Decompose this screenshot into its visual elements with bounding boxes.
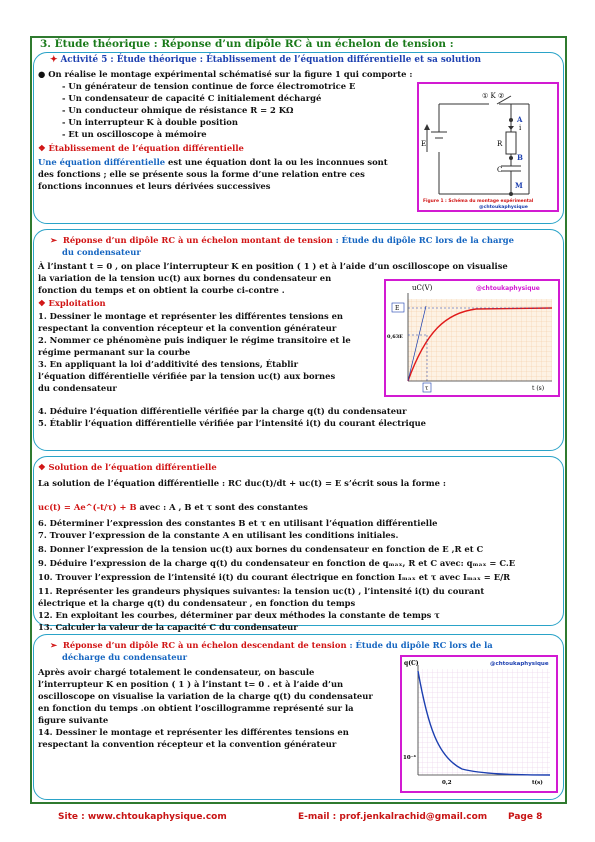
definition-line: fonctions inconnues et leurs dérivées successives bbox=[38, 181, 271, 191]
charge-graph-e63-label: 0,63E bbox=[387, 334, 403, 340]
solution-question: 6. Déterminer l’expression des constantes B et τ en utilisant l’équation différentielle bbox=[38, 518, 438, 528]
solution-question: 13. Calculer la valeur de la capacité C du condensateur bbox=[38, 622, 298, 632]
circuit-diagram bbox=[419, 84, 557, 210]
figure-caption: Figure 1 : Schéma du montage expérimental bbox=[423, 199, 534, 204]
section-title: 3. Étude théorique : Réponse d’un dipôle RC à un échelon de tension : bbox=[40, 38, 454, 50]
resistor-label: R bbox=[497, 140, 503, 148]
solution-heading: ❖ Solution de l’équation différentielle bbox=[38, 462, 217, 472]
generator-label: E bbox=[421, 140, 427, 148]
activity-subheading: ❖ Établissement de l’équation différentielle bbox=[38, 143, 244, 153]
charge-graph bbox=[384, 279, 560, 397]
discharge-graph-watermark: @chtoukaphysique bbox=[490, 661, 549, 667]
footer-email[interactable]: E-mail : prof.jenkalrachid@gmail.com bbox=[298, 812, 488, 822]
charge-intro: À l’instant t = 0 , on place l’interrupteur K en position ( 1 ) et à l’aide d’un oscilloscope on visualise bbox=[38, 261, 508, 271]
discharge-line: Après avoir chargé totalement le condensateur, on bascule bbox=[38, 667, 315, 677]
charge-question: 3. En appliquant la loi d’additivité des tensions, Établir bbox=[38, 359, 299, 369]
footer-page: Page 8 bbox=[508, 812, 543, 822]
solution-line: La solution de l’équation différentielle : RC duc(t)/dt + uc(t) = E s’écrit sous la forme : bbox=[38, 478, 446, 488]
activity-item: - Et un oscilloscope à mémoire bbox=[62, 129, 207, 139]
charge-title: ➢ Réponse d’un dipôle RC à un échelon montant de tension : Étude du dipôle RC lors de la charge bbox=[50, 235, 514, 245]
node-m-label: M bbox=[515, 181, 523, 190]
charge-question: régime permanant sur la courbe bbox=[38, 347, 191, 357]
charge-question: 5. Établir l’équation différentielle vérifiée par l’intensité i(t) du courant électrique bbox=[38, 418, 427, 428]
solution-formula: uc(t) = Ae^(-t/τ) + B avec : A , B et τ sont des constantes bbox=[38, 502, 308, 512]
solution-question: 7. Trouver l’expression de la constante A en utilisant les conditions initiales. bbox=[38, 530, 399, 540]
solution-question: 12. En exploitant les courbes, déterminer par deux méthodes la constante de temps τ bbox=[38, 610, 440, 620]
node-a-label: A bbox=[517, 115, 523, 124]
circuit-figure bbox=[417, 82, 559, 212]
solution-question: électrique et la charge q(t) du condensateur , en fonction du temps bbox=[38, 598, 356, 608]
discharge-graph bbox=[400, 655, 558, 793]
definition-line: des fonctions ; elle se présente sous la forme d’une relation entre ces bbox=[38, 169, 365, 179]
discharge-graph-ylabel: q(C) bbox=[404, 660, 419, 667]
discharge-graph-svg bbox=[402, 657, 556, 791]
exploitation-heading: ❖ Exploitation bbox=[38, 298, 106, 308]
charge-graph-xunit: t (s) bbox=[532, 385, 545, 392]
charge-question: respectant la convention récepteur et la convention générateur bbox=[38, 323, 337, 333]
solution-question: 9. Déduire l’expression de la charge q(t) du condensateur en fonction de qₘₐₓ, R et C avec: qₘₐₓ = C.E bbox=[38, 558, 516, 568]
charge-question: l’équation différentielle vérifiée par la tension uc(t) aux bornes bbox=[38, 371, 336, 381]
footer-site[interactable]: Site : www.chtoukaphysique.com bbox=[58, 812, 227, 822]
solution-question: 10. Trouver l’expression de l’intensité i(t) du courant électrique en fonction Iₘₐₓ et τ avec Iₘₐₓ = E/R bbox=[38, 572, 511, 582]
charge-question: 4. Déduire l’équation différentielle vérifiée par la charge q(t) du condensateur bbox=[38, 406, 407, 416]
activity-item: - Un générateur de tension continue de force électromotrice E bbox=[62, 81, 356, 91]
solution-question: 8. Donner l’expression de la tension uc(t) aux bornes du condensateur en fonction de E ,R et C bbox=[38, 544, 484, 554]
discharge-graph-xtick: 0,2 bbox=[442, 780, 452, 786]
activity-title: ✦ Activité 5 : Étude théorique : Établissement de l’équation différentielle et sa solution bbox=[50, 55, 482, 65]
charge-intro: fonction du temps et on obtient la courbe ci-contre . bbox=[38, 285, 285, 295]
activity-intro: ● On réalise le montage expérimental schématisé sur la figure 1 qui comporte : bbox=[38, 69, 413, 79]
node-b-label: B bbox=[517, 153, 523, 162]
current-label: i bbox=[519, 124, 522, 132]
charge-title-2: du condensateur bbox=[62, 247, 141, 257]
figure-watermark: @chtoukaphysique bbox=[479, 205, 528, 210]
activity-item: - Un interrupteur K à double position bbox=[62, 117, 238, 127]
charge-graph-tau-label: τ bbox=[425, 385, 429, 392]
discharge-title-2: décharge du condensateur bbox=[62, 652, 188, 662]
discharge-line: oscilloscope on visualise la variation de la charge q(t) du condensateur bbox=[38, 691, 373, 701]
charge-question: du condensateur bbox=[38, 383, 117, 393]
discharge-graph-xunit: t(s) bbox=[532, 780, 543, 786]
switch-label: ① K ② bbox=[482, 92, 505, 100]
activity-item: - Un condensateur de capacité C initialement déchargé bbox=[62, 93, 322, 103]
charge-question: 2. Nommer ce phénomène puis indiquer le régime transitoire et le bbox=[38, 335, 351, 345]
charge-graph-svg bbox=[386, 281, 558, 395]
charge-graph-watermark: @chtoukaphysique bbox=[476, 285, 540, 292]
solution-question: 11. Représenter les grandeurs physiques suivantes: la tension uc(t) , l’intensité i(t) du courant bbox=[38, 586, 485, 596]
charge-question: 1. Dessiner le montage et représenter les différentes tensions en bbox=[38, 311, 344, 321]
discharge-line: figure suivante bbox=[38, 715, 109, 725]
charge-intro: la variation de la tension uc(t) aux bornes du condensateur en bbox=[38, 273, 332, 283]
discharge-line: respectant la convention récepteur et la convention générateur bbox=[38, 739, 337, 749]
charge-graph-e-label: E bbox=[395, 305, 400, 312]
activity-item: - Un conducteur ohmique de résistance R = 2 KΩ bbox=[62, 105, 294, 115]
discharge-title: ➢ Réponse d’un dipôle RC à un échelon descendant de tension : Étude du dipôle RC lors de la bbox=[50, 640, 493, 650]
charge-graph-ylabel: uC(V) bbox=[412, 284, 433, 292]
discharge-line: en fonction du temps .on obtient l’oscillogramme représenté sur la bbox=[38, 703, 354, 713]
capacitor-label: C bbox=[497, 166, 503, 174]
discharge-line: 14. Dessiner le montage et représenter les différentes tensions en bbox=[38, 727, 349, 737]
discharge-graph-ytick: 10⁻⁴ bbox=[403, 755, 416, 761]
definition: Une équation différentielle est une équation dont la ou les inconnues sont bbox=[38, 157, 388, 167]
discharge-line: l’interrupteur K en position ( 1 ) à l’instant t= 0 . et à l’aide d’un bbox=[38, 679, 344, 689]
